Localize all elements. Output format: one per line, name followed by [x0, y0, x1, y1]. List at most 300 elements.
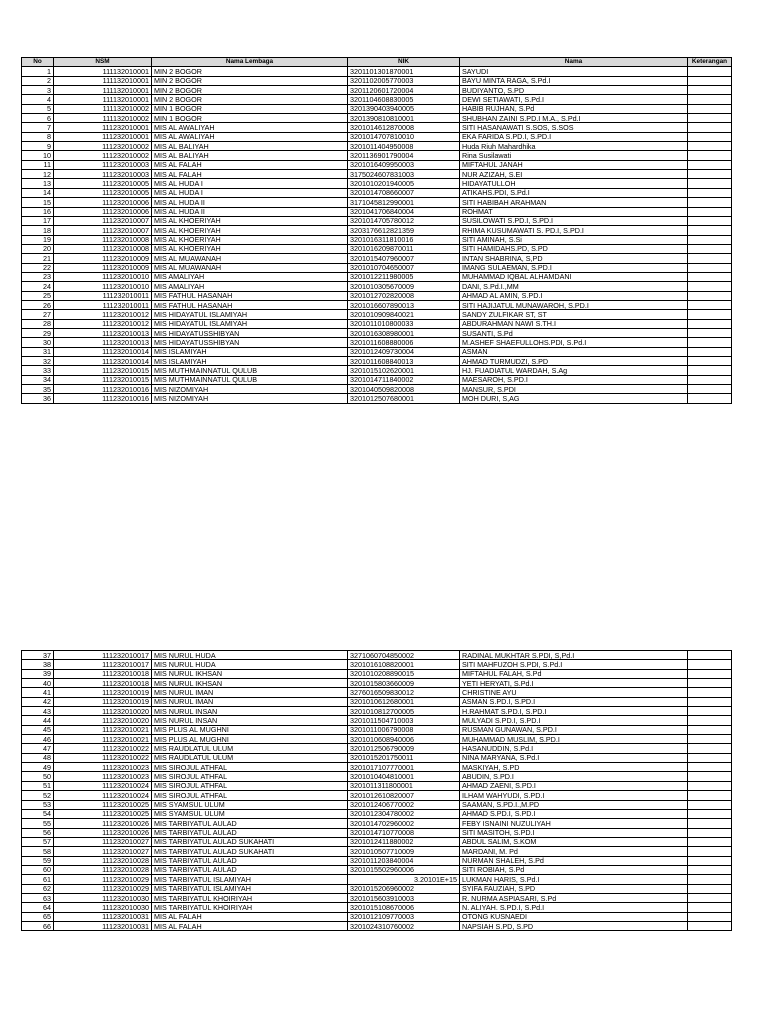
cell-nama: MAESAROH, S.PD.I: [460, 375, 688, 384]
cell-nik: 3201012211980005: [348, 272, 460, 281]
cell-nama: RADINAL MUKHTAR S.PDI, S,Pd.I: [460, 651, 688, 660]
table-row: [22, 791, 732, 800]
cell-keterangan: [688, 753, 732, 762]
cell-nama-lembaga: MIN 2 BOGOR: [152, 95, 348, 104]
cell-keterangan: [688, 800, 732, 809]
cell-keterangan: [688, 651, 732, 660]
cell-no: 30: [22, 338, 54, 347]
cell-no: 55: [22, 819, 54, 828]
cell-nik: 3201016209870011: [348, 244, 460, 253]
cell-nama: AHMAD ZAENI, S.PD.I: [460, 781, 688, 790]
cell-nik: 3201011010800033: [348, 319, 460, 328]
cell-nik: 3201015803660009: [348, 679, 460, 688]
cell-keterangan: [688, 319, 732, 328]
cell-keterangan: [688, 735, 732, 744]
cell-nama-lembaga: MIS AL KHOERIYAH: [152, 226, 348, 235]
table-row: [22, 875, 732, 884]
cell-nama-lembaga: MIS NURUL HUDA: [152, 651, 348, 660]
table-row: [22, 912, 732, 921]
cell-nsm: 111232010003: [54, 170, 152, 179]
cell-no: 48: [22, 753, 54, 762]
cell-nama: SYIFA FAUZIAH, S.PD: [460, 884, 688, 893]
cell-keterangan: [688, 216, 732, 225]
cell-nama-lembaga: MIS NURUL IMAN: [152, 697, 348, 706]
cell-no: 17: [22, 216, 54, 225]
cell-no: 38: [22, 660, 54, 669]
cell-keterangan: [688, 375, 732, 384]
cell-keterangan: [688, 291, 732, 300]
cell-keterangan: [688, 697, 732, 706]
cell-nsm: 111232010024: [54, 791, 152, 800]
cell-nik: 3201010208890015: [348, 669, 460, 678]
cell-nama-lembaga: MIS TARBIYATUL AULAD: [152, 865, 348, 874]
header-nsm: NSM: [54, 58, 152, 67]
cell-nik: 3201016308980001: [348, 328, 460, 337]
cell-no: 63: [22, 893, 54, 902]
cell-nama: SAAMAN, S.PD.I.,M.PD: [460, 800, 688, 809]
cell-nsm: 111232010030: [54, 893, 152, 902]
cell-nsm: 111232010022: [54, 753, 152, 762]
cell-nik: 3201017107770001: [348, 763, 460, 772]
cell-no: 64: [22, 903, 54, 912]
cell-nik: 3201015201750011: [348, 753, 460, 762]
header-keterangan: Keterangan: [688, 58, 732, 67]
cell-nsm: 111232010031: [54, 921, 152, 930]
cell-nama-lembaga: MIS SIROJUL ATHFAL: [152, 763, 348, 772]
cell-keterangan: [688, 809, 732, 818]
cell-no: 53: [22, 800, 54, 809]
cell-nik: 3201016108820001: [348, 660, 460, 669]
cell-nama-lembaga: MIS PLUS AL MUGHNI: [152, 735, 348, 744]
cell-no: 36: [22, 394, 54, 403]
table-row: [22, 800, 732, 809]
cell-nsm: 111232010028: [54, 856, 152, 865]
cell-nama: HIDAYATULLOH: [460, 179, 688, 188]
header-nama: Nama: [460, 58, 688, 67]
cell-nama: ATIKAHS.PDI, S.Pd.I: [460, 188, 688, 197]
cell-nama-lembaga: MIS TARBIYATUL KHOIRIYAH: [152, 893, 348, 902]
cell-nik: 3201015603910003: [348, 893, 460, 902]
cell-keterangan: [688, 707, 732, 716]
cell-nsm: 111232010025: [54, 809, 152, 818]
cell-keterangan: [688, 114, 732, 123]
cell-nama-lembaga: MIN 1 BOGOR: [152, 104, 348, 113]
cell-keterangan: [688, 338, 732, 347]
table-row: [22, 235, 732, 244]
cell-nama: SITI HAMIDAHS.PD, S.PD: [460, 244, 688, 253]
cell-nama: SITI MASITOH, S.PD.I: [460, 828, 688, 837]
cell-nsm: 111232010018: [54, 669, 152, 678]
cell-nama: BAYU MINTA RAGA, S.Pd.I: [460, 76, 688, 85]
table-row: [22, 781, 732, 790]
cell-nik: 3201015502960006: [348, 865, 460, 874]
cell-keterangan: [688, 394, 732, 403]
table-row: [22, 716, 732, 725]
cell-nsm: 111232010016: [54, 394, 152, 403]
cell-nama: AHMAD AL AMIN, S.PD.I: [460, 291, 688, 300]
cell-no: 60: [22, 865, 54, 874]
table-row: [22, 151, 732, 160]
cell-nik: 3201010404810001: [348, 772, 460, 781]
cell-keterangan: [688, 921, 732, 930]
cell-no: 16: [22, 207, 54, 216]
cell-nsm: 111232010011: [54, 291, 152, 300]
cell-nik: 3201012506790009: [348, 744, 460, 753]
cell-no: 34: [22, 375, 54, 384]
cell-nama-lembaga: MIS AL MUAWANAH: [152, 254, 348, 263]
cell-keterangan: [688, 310, 732, 319]
table-row: [22, 216, 732, 225]
cell-no: 27: [22, 310, 54, 319]
cell-nama: MUHAMMAD IQBAL ALHAMDANI: [460, 272, 688, 281]
cell-nsm: 111132010001: [54, 86, 152, 95]
cell-nsm: 111232010007: [54, 216, 152, 225]
cell-nama: MARDANI, M. Pd: [460, 847, 688, 856]
table-row: [22, 375, 732, 384]
table-row: [22, 76, 732, 85]
cell-nik: 3201014707810010: [348, 132, 460, 141]
cell-no: 37: [22, 651, 54, 660]
cell-nsm: 111132010001: [54, 76, 152, 85]
cell-no: 29: [22, 328, 54, 337]
cell-nsm: 111232010014: [54, 357, 152, 366]
cell-keterangan: [688, 875, 732, 884]
cell-no: 8: [22, 132, 54, 141]
cell-nama: SAYUDI: [460, 67, 688, 76]
cell-keterangan: [688, 188, 732, 197]
cell-nama: ASMAN S.PD.I, S.PD.I: [460, 697, 688, 706]
cell-nama: Rina Susilawati: [460, 151, 688, 160]
cell-nama-lembaga: MIS ISLAMIYAH: [152, 347, 348, 356]
cell-nama: MOH DURI, S,AG: [460, 394, 688, 403]
cell-keterangan: [688, 837, 732, 846]
cell-nama: SUSILOWATI S.PD.I, S.PD.I: [460, 216, 688, 225]
table-header-row: [22, 58, 732, 67]
cell-nik: 3201012507680001: [348, 394, 460, 403]
cell-nsm: 111232010029: [54, 875, 152, 884]
cell-nsm: 111232010002: [54, 151, 152, 160]
cell-nsm: 111232010026: [54, 819, 152, 828]
cell-nik: 3201012304780002: [348, 809, 460, 818]
cell-no: 11: [22, 160, 54, 169]
cell-no: 42: [22, 697, 54, 706]
cell-no: 52: [22, 791, 54, 800]
cell-nama-lembaga: MIS SIROJUL ATHFAL: [152, 791, 348, 800]
cell-nik: 3201011404950008: [348, 142, 460, 151]
cell-nama-lembaga: MIS TARBIYATUL AULAD: [152, 856, 348, 865]
cell-nik: 3201010812700005: [348, 707, 460, 716]
cell-no: 59: [22, 856, 54, 865]
cell-nama: NINA MARYANA, S.Pd.I: [460, 753, 688, 762]
cell-nama: Huda Riuh Mahardhika: [460, 142, 688, 151]
cell-nsm: 111232010015: [54, 375, 152, 384]
cell-no: 39: [22, 669, 54, 678]
table-row: [22, 170, 732, 179]
cell-no: 21: [22, 254, 54, 263]
cell-nik: 3201136901790004: [348, 151, 460, 160]
cell-no: 3: [22, 86, 54, 95]
cell-nsm: 111232010008: [54, 235, 152, 244]
cell-nama-lembaga: MIS AMALIYAH: [152, 282, 348, 291]
cell-no: 26: [22, 300, 54, 309]
cell-nsm: 111232010023: [54, 763, 152, 772]
cell-nsm: 111232010030: [54, 903, 152, 912]
cell-keterangan: [688, 76, 732, 85]
cell-keterangan: [688, 357, 732, 366]
cell-nama-lembaga: MIS AL FALAH: [152, 921, 348, 930]
cell-no: 61: [22, 875, 54, 884]
cell-nik: 3201014612870008: [348, 123, 460, 132]
cell-nama-lembaga: MIN 1 BOGOR: [152, 114, 348, 123]
table-row: [22, 160, 732, 169]
cell-keterangan: [688, 660, 732, 669]
cell-no: 18: [22, 226, 54, 235]
table-row: [22, 300, 732, 309]
cell-nama-lembaga: MIS ISLAMIYAH: [152, 357, 348, 366]
cell-nsm: 111232010023: [54, 772, 152, 781]
cell-nama-lembaga: MIS AL BALIYAH: [152, 151, 348, 160]
cell-keterangan: [688, 235, 732, 244]
cell-nsm: 111232010018: [54, 679, 152, 688]
cell-no: 14: [22, 188, 54, 197]
cell-nik: 3201016409950003: [348, 160, 460, 169]
table-row: [22, 188, 732, 197]
cell-nama-lembaga: MIS SYAMSUL ULUM: [152, 800, 348, 809]
cell-keterangan: [688, 151, 732, 160]
cell-nama: MANSUR, S.PDI: [460, 385, 688, 394]
cell-nama-lembaga: MIS RAUDLATUL ULUM: [152, 744, 348, 753]
cell-no: 20: [22, 244, 54, 253]
cell-nama: ABUDIN, S.PD.I: [460, 772, 688, 781]
cell-nik: 3201024310760002: [348, 921, 460, 930]
cell-nsm: 111232010014: [54, 347, 152, 356]
cell-nama: SANDY ZULFIKAR ST, ST: [460, 310, 688, 319]
cell-nama: ABDUL SALIM, S.KOM: [460, 837, 688, 846]
cell-keterangan: [688, 347, 732, 356]
cell-keterangan: [688, 884, 732, 893]
table-row: [22, 669, 732, 678]
cell-nama: NAPSIAH S.PD, S.PD: [460, 921, 688, 930]
cell-no: 44: [22, 716, 54, 725]
cell-nama-lembaga: MIS AL HUDA I: [152, 188, 348, 197]
cell-nik: 3201015206960002: [348, 884, 460, 893]
cell-nama-lembaga: MIS HIDAYATUL ISLAMIYAH: [152, 319, 348, 328]
cell-keterangan: [688, 132, 732, 141]
cell-nama: SITI AMINAH, S.Si: [460, 235, 688, 244]
cell-nsm: 111232010005: [54, 179, 152, 188]
cell-nik: 3201011504710003: [348, 716, 460, 725]
cell-nama-lembaga: MIS HIDAYATUSSHIBYAN: [152, 338, 348, 347]
cell-nama: SUSANTI, S.Pd: [460, 328, 688, 337]
cell-nama-lembaga: MIS TARBIYATUL KHOIRIYAH: [152, 903, 348, 912]
cell-nsm: 111232010028: [54, 865, 152, 874]
cell-nama: CHRISTINE AYU: [460, 688, 688, 697]
cell-nama: DANI, S.Pd.I.,MM: [460, 282, 688, 291]
cell-no: 66: [22, 921, 54, 930]
cell-nama-lembaga: MIS AL KHOERIYAH: [152, 235, 348, 244]
table-row: [22, 744, 732, 753]
cell-nama-lembaga: MIS SIROJUL ATHFAL: [152, 772, 348, 781]
cell-nama: RUSMAN GUNAWAN, S.PD.I: [460, 725, 688, 734]
table-row: [22, 385, 732, 394]
table-row: [22, 86, 732, 95]
cell-keterangan: [688, 160, 732, 169]
cell-keterangan: [688, 385, 732, 394]
cell-nama: LUKMAN HARIS, S.Pd.I: [460, 875, 688, 884]
cell-nama: MIFTAHUL FALAH, S.Pd: [460, 669, 688, 678]
cell-nama-lembaga: MIS TARBIYATUL AULAD: [152, 828, 348, 837]
cell-nama-lembaga: MIS AL HUDA I: [152, 179, 348, 188]
table-row: [22, 272, 732, 281]
cell-no: 33: [22, 366, 54, 375]
cell-nama-lembaga: MIN 2 BOGOR: [152, 67, 348, 76]
cell-nsm: 111232010017: [54, 660, 152, 669]
cell-nsm: 111132010001: [54, 67, 152, 76]
cell-nik: 3201014708660007: [348, 188, 460, 197]
cell-nama-lembaga: MIS AL FALAH: [152, 170, 348, 179]
cell-nama-lembaga: MIS AL FALAH: [152, 160, 348, 169]
cell-nik: 3171045812990001: [348, 198, 460, 207]
cell-keterangan: [688, 282, 732, 291]
cell-nama: M.ASHEF SHAEFULLOHS.PDI, S.Pd.I: [460, 338, 688, 347]
cell-nsm: 111232010029: [54, 884, 152, 893]
table-row: [22, 291, 732, 300]
cell-keterangan: [688, 912, 732, 921]
cell-nik: 3.20101E+15: [348, 875, 460, 884]
cell-nama: SITI HABIBAH ARAHMAN: [460, 198, 688, 207]
cell-nama-lembaga: MIS MUTHMAINNATUL QULUB: [152, 375, 348, 384]
table-row: [22, 847, 732, 856]
cell-nama-lembaga: MIS SIROJUL ATHFAL: [152, 781, 348, 790]
cell-nsm: 111232010012: [54, 310, 152, 319]
table-row: [22, 763, 732, 772]
cell-keterangan: [688, 791, 732, 800]
cell-nama: HJ. FUADIATUL WARDAH, S.Ag: [460, 366, 688, 375]
cell-keterangan: [688, 226, 732, 235]
cell-nik: 3175024607831003: [348, 170, 460, 179]
cell-keterangan: [688, 725, 732, 734]
header-no: No: [22, 58, 54, 67]
cell-nik: 3201014710770008: [348, 828, 460, 837]
cell-no: 6: [22, 114, 54, 123]
teacher-table-page-1: [21, 57, 732, 404]
cell-keterangan: [688, 847, 732, 856]
table-row: [22, 226, 732, 235]
cell-nama: ABDURAHMAN NAWI S.TH.I: [460, 319, 688, 328]
cell-no: 58: [22, 847, 54, 856]
header-nama-lembaga: Nama Lembaga: [152, 58, 348, 67]
cell-nsm: 111232010017: [54, 651, 152, 660]
table-row: [22, 67, 732, 76]
cell-nik: 3201015108670006: [348, 903, 460, 912]
cell-nama: ASMAN: [460, 347, 688, 356]
cell-nsm: 111232010013: [54, 328, 152, 337]
cell-nama: ILHAM WAHYUDI, S.PD.I: [460, 791, 688, 800]
cell-nama: ROHMAT: [460, 207, 688, 216]
cell-nama-lembaga: MIS HIDAYATUSSHIBYAN: [152, 328, 348, 337]
cell-nsm: 111232010001: [54, 123, 152, 132]
cell-no: 43: [22, 707, 54, 716]
cell-nama-lembaga: MIS NURUL INSAN: [152, 707, 348, 716]
table-row: [22, 244, 732, 253]
cell-nsm: 111232010020: [54, 707, 152, 716]
cell-no: 10: [22, 151, 54, 160]
cell-keterangan: [688, 856, 732, 865]
cell-nsm: 111232010025: [54, 800, 152, 809]
cell-nama: MUHAMMAD MUSLIM, S.PD.I: [460, 735, 688, 744]
cell-nik: 3201016607890013: [348, 300, 460, 309]
cell-nama-lembaga: MIS SYAMSUL ULUM: [152, 809, 348, 818]
cell-nama: HASANUDDIN, S.Pd.I: [460, 744, 688, 753]
cell-keterangan: [688, 781, 732, 790]
cell-nama: NUR AZIZAH, S.EI: [460, 170, 688, 179]
cell-keterangan: [688, 772, 732, 781]
cell-no: 13: [22, 179, 54, 188]
cell-nsm: 111132010001: [54, 95, 152, 104]
cell-nama-lembaga: MIS RAUDLATUL ULUM: [152, 753, 348, 762]
cell-nama: SITI HAJIJATUL MUNAWAROH, S.PD.I: [460, 300, 688, 309]
cell-no: 41: [22, 688, 54, 697]
cell-nik: 3201041706840004: [348, 207, 460, 216]
table-body-page-1: [22, 67, 732, 403]
cell-nama: SITI HASANAWATI S.SOS, S.SOS: [460, 123, 688, 132]
cell-no: 7: [22, 123, 54, 132]
cell-keterangan: [688, 669, 732, 678]
cell-nsm: 111232010010: [54, 272, 152, 281]
cell-nsm: 111232010015: [54, 366, 152, 375]
table-row: [22, 142, 732, 151]
cell-nama-lembaga: MIS FATHUL HASANAH: [152, 291, 348, 300]
cell-keterangan: [688, 123, 732, 132]
cell-nama-lembaga: MIS AL KHOERIYAH: [152, 244, 348, 253]
cell-keterangan: [688, 366, 732, 375]
cell-nik: 3201016311810016: [348, 235, 460, 244]
table-body-page-2: [22, 651, 732, 931]
cell-nama-lembaga: MIS AL KHOERIYAH: [152, 216, 348, 225]
cell-nsm: 111232010006: [54, 198, 152, 207]
cell-nsm: 111232010010: [54, 282, 152, 291]
cell-nik: 3201101301870001: [348, 67, 460, 76]
table-row: [22, 179, 732, 188]
cell-nama: N. ALIYAH. S.PD.I, S.Pd.I: [460, 903, 688, 912]
cell-nsm: 111232010008: [54, 244, 152, 253]
table-row: [22, 893, 732, 902]
cell-keterangan: [688, 688, 732, 697]
cell-nama: AHMAD TURMUDZI, S.PD: [460, 357, 688, 366]
table-row: [22, 95, 732, 104]
table-row: [22, 707, 732, 716]
cell-nik: 3201011608840013: [348, 357, 460, 366]
cell-nsm: 111232010019: [54, 688, 152, 697]
cell-keterangan: [688, 244, 732, 253]
cell-nik: 3276016509830012: [348, 688, 460, 697]
cell-keterangan: [688, 263, 732, 272]
table-row: [22, 660, 732, 669]
cell-nik: 3201010909840021: [348, 310, 460, 319]
cell-nik: 3201010201940005: [348, 179, 460, 188]
table-row: [22, 282, 732, 291]
cell-no: 24: [22, 282, 54, 291]
cell-nsm: 111132010002: [54, 104, 152, 113]
cell-nama: INTAN SHABRINA, S,PD: [460, 254, 688, 263]
cell-nik: 3201010704650007: [348, 263, 460, 272]
cell-no: 12: [22, 170, 54, 179]
cell-nama-lembaga: MIS AL AWALIYAH: [152, 123, 348, 132]
cell-nik: 3201390810810001: [348, 114, 460, 123]
cell-nsm: 111132010002: [54, 114, 152, 123]
cell-no: 51: [22, 781, 54, 790]
cell-keterangan: [688, 67, 732, 76]
